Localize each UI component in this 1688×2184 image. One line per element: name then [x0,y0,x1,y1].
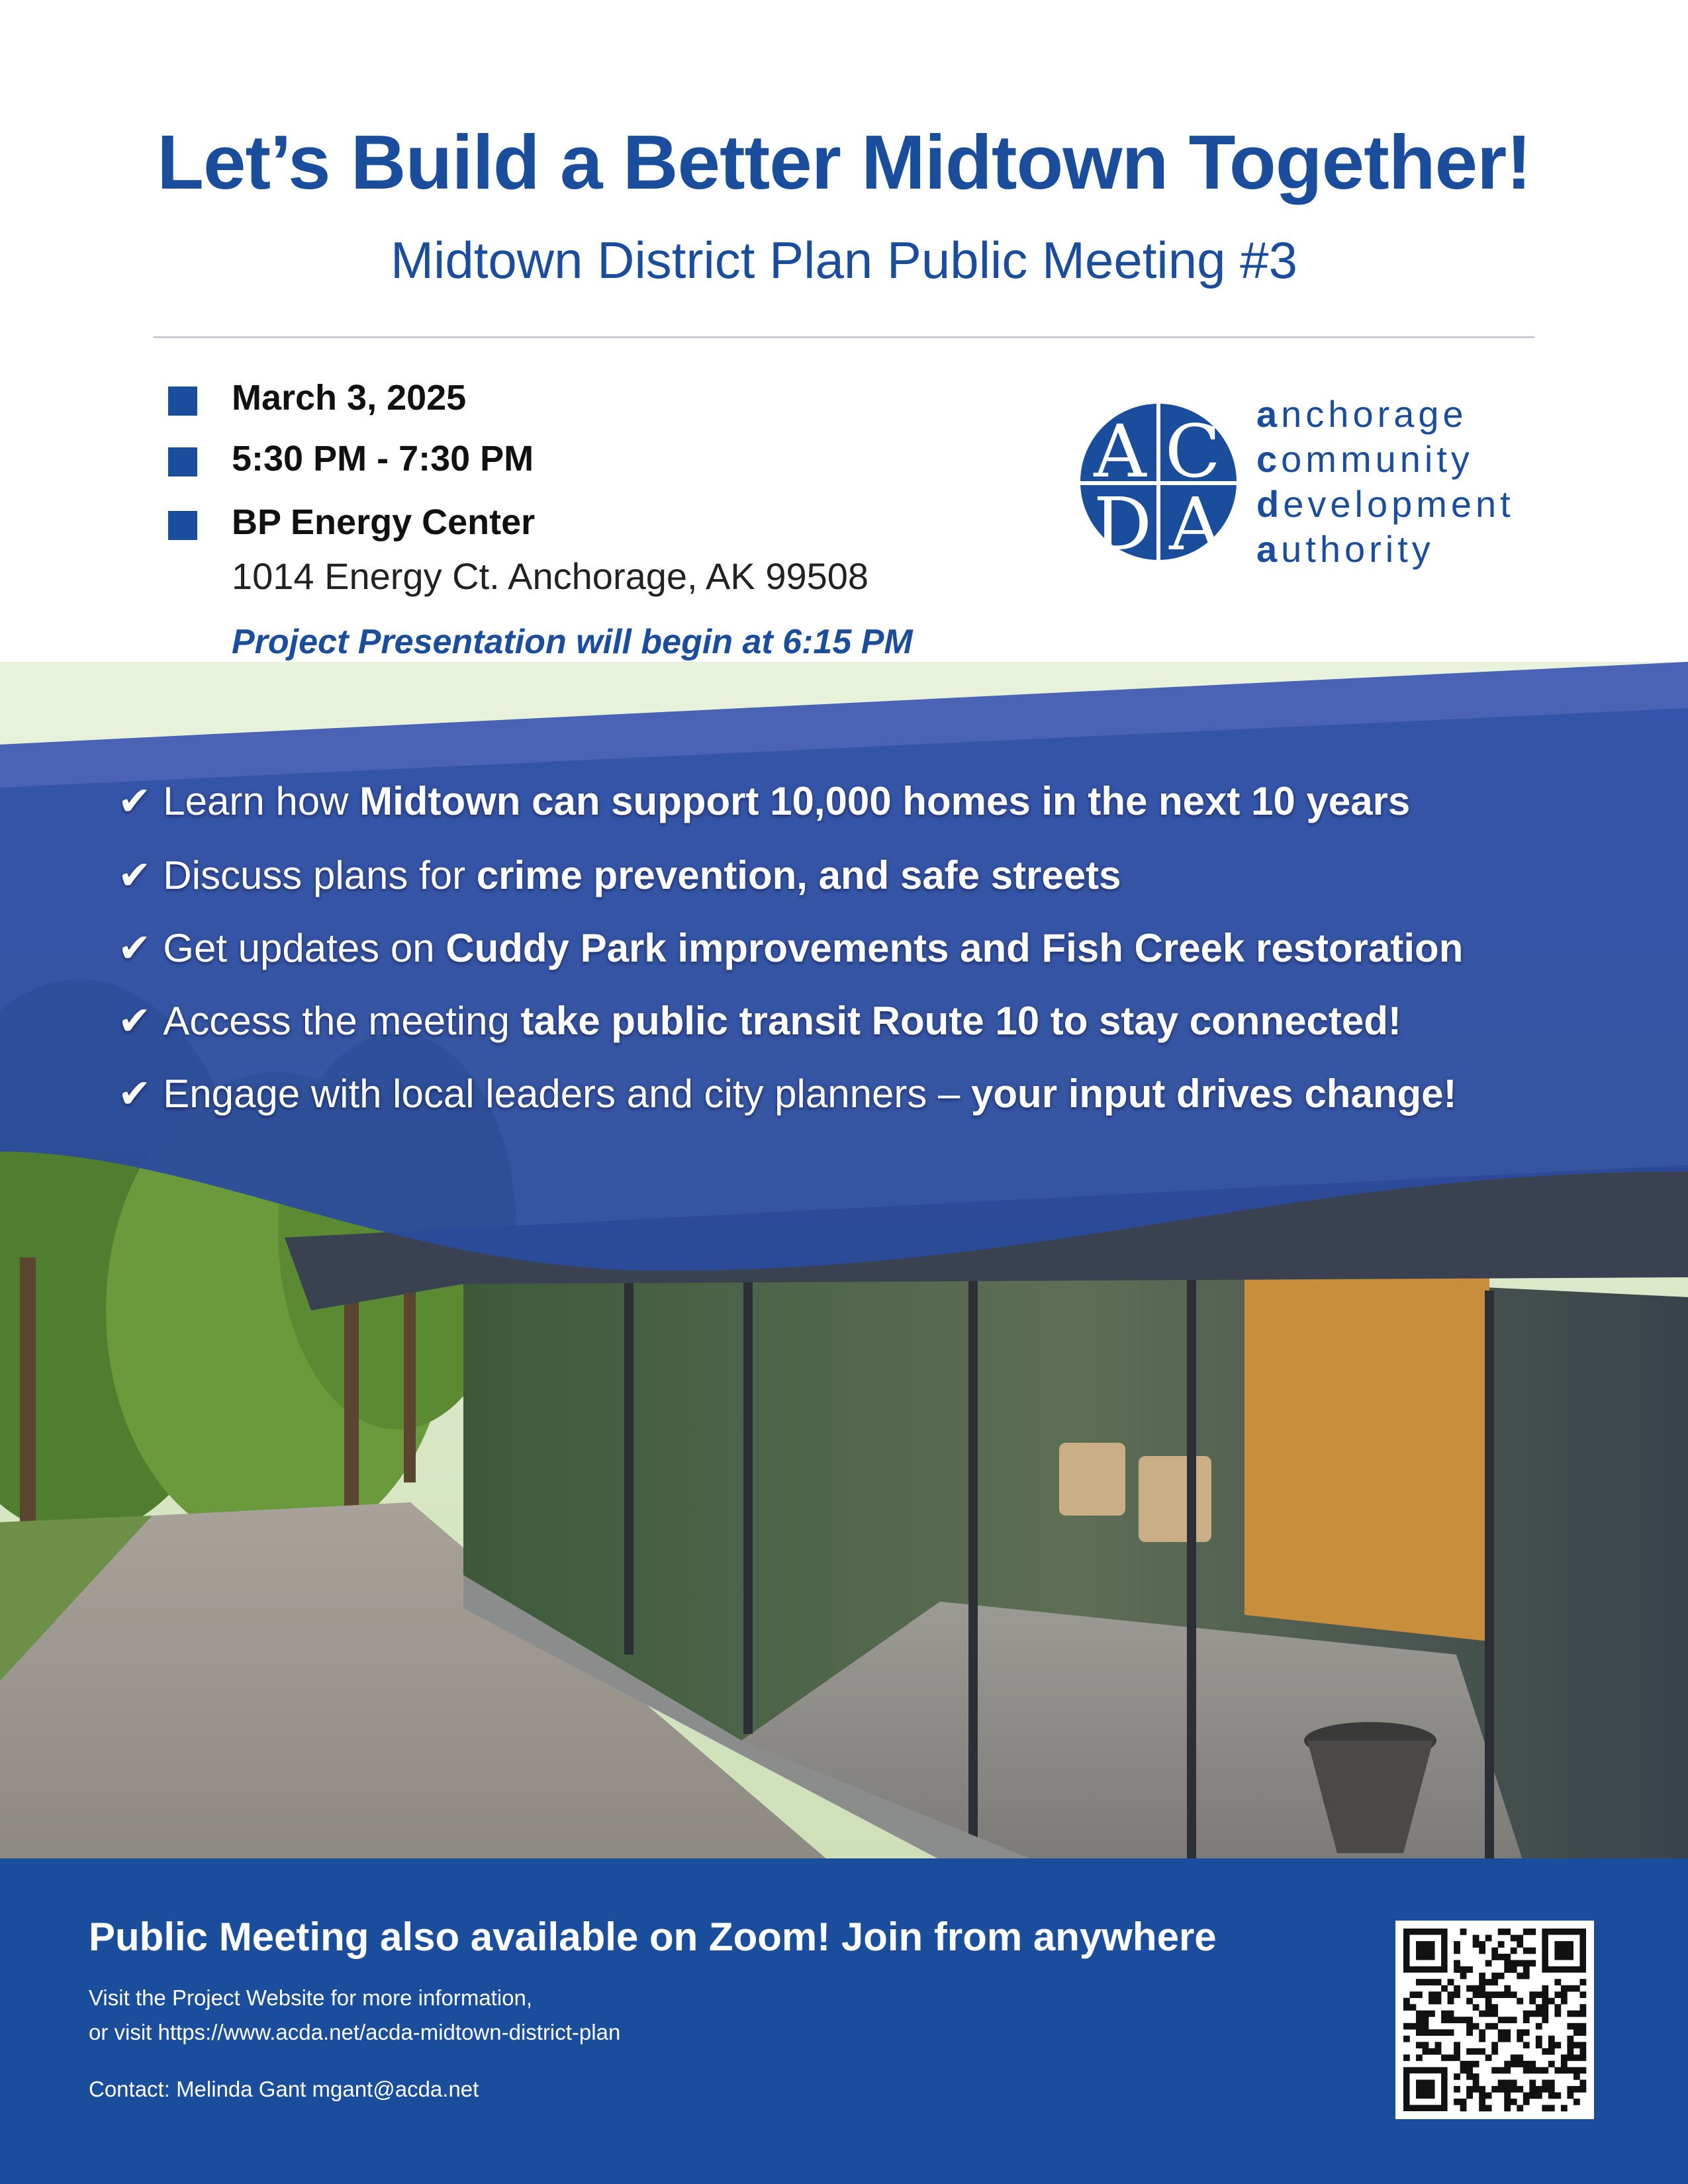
benefit-item: ✔ Access the meeting take public transit Route 10 to stay connected! [118,999,1401,1043]
event-venue: BP Energy Center [232,502,536,542]
presentation-note: Project Presentation will begin at 6:15 PM [232,623,913,661]
bullet-square-icon [168,511,197,540]
logo-word-development: development [1256,483,1515,525]
checkmark-icon: ✔ [118,926,152,970]
bullet-square-icon [168,447,197,477]
checkmark-icon: ✔ [118,1071,152,1116]
checkmark-icon: ✔ [118,779,152,823]
contact-line: Contact: Melinda Gant mgant@acda.net [89,2077,479,2101]
visit-line-1: Visit the Project Website for more information, [89,1985,533,2010]
logo-letter-d: D [1093,482,1152,561]
benefit-item: ✔ Get updates on Cuddy Park improvements and Fish Creek restoration [118,926,1464,970]
event-date: March 3, 2025 [232,378,467,418]
logo-letter-c: C [1164,409,1221,494]
qr-code[interactable] [1395,1921,1594,2119]
bullet-square-icon [168,387,197,416]
header-divider [154,336,1534,338]
logo-letter-a1: A [1094,409,1147,494]
building-photo [0,662,1688,1860]
benefit-item: ✔ Learn how Midtown can support 10,000 homes in the next 10 years [118,779,1411,823]
event-time: 5:30 PM - 7:30 PM [232,439,534,478]
page-title: Let’s Build a Better Midtown Together! [157,119,1531,205]
logo-letter-a2: A [1169,482,1222,561]
zoom-announcement: Public Meeting also available on Zoom! Join from anywhere [89,1915,1217,1959]
checkmark-icon: ✔ [118,853,152,897]
logo-wordmark [1256,392,1515,572]
checkmark-icon: ✔ [118,999,152,1043]
venue-address: 1014 Energy Ct. Anchorage, AK 99508 [232,555,869,597]
benefit-item: ✔ Discuss plans for crime prevention, and safe streets [118,853,1121,897]
benefit-item: ✔ Engage with local leaders and city planners – your input drives change! [118,1071,1457,1116]
logo-word-community: community [1256,438,1474,480]
project-website-link[interactable]: or visit https://www.acda.net/acda-midtown-district-plan [89,2020,621,2044]
logo-word-anchorage: anchorage [1256,393,1468,435]
acda-logo-icon [1079,402,1238,561]
page-subtitle: Midtown District Plan Public Meeting #3 [391,231,1297,289]
qr-code-icon [1395,1921,1594,2119]
logo-word-authority: authority [1256,528,1434,570]
